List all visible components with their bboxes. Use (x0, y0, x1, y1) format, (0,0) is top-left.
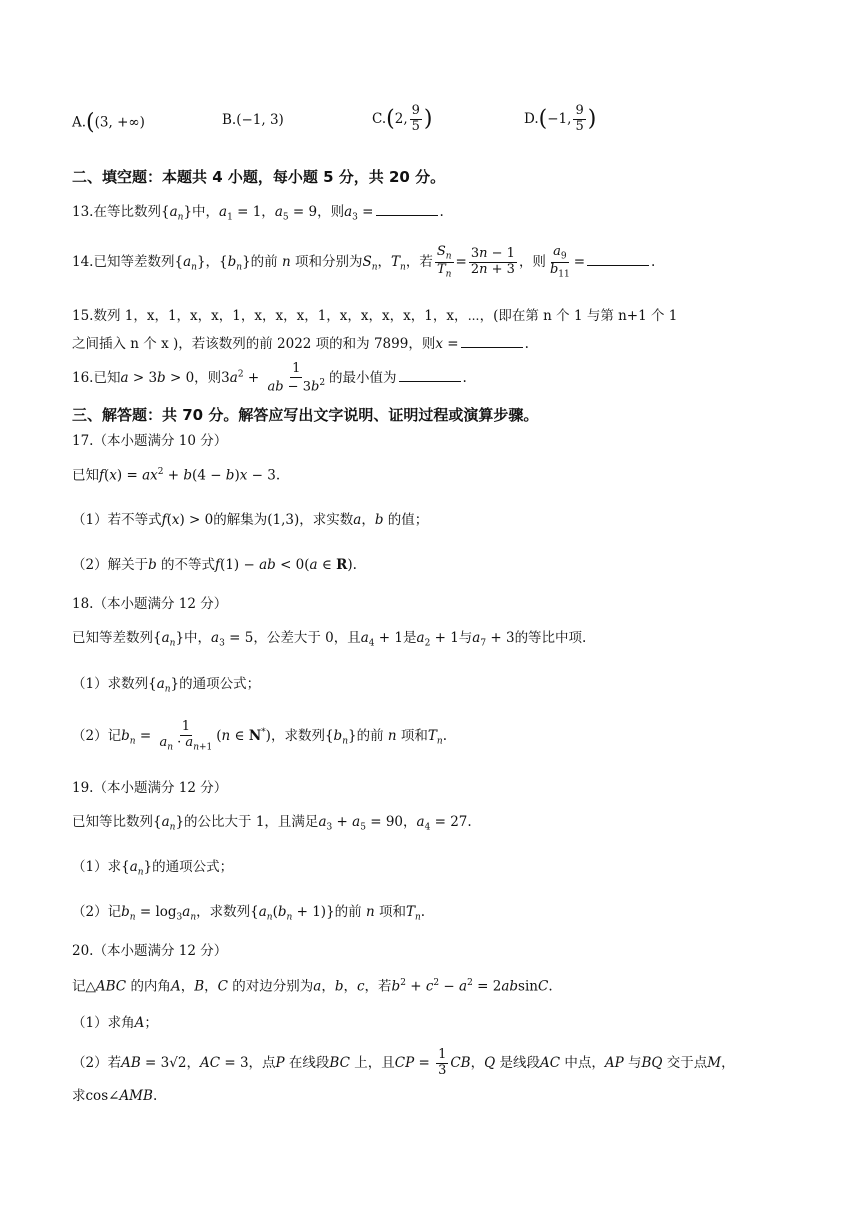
choice-c-num: 9 (411, 103, 420, 118)
choice-a: A.((3, +∞) (72, 110, 145, 135)
q19-stem: 已知等比数列$\{a_n\}$的公比大于 1，且满足$a_3 + a_5 = 90$，$a_4 = 27$. (72, 814, 472, 833)
q20-p2-c: 在线段 (288, 1054, 330, 1071)
choice-c-den: 5 (411, 118, 420, 134)
q17-p1-d: 的值； (387, 512, 429, 528)
q18-p1-b: 的通项公式； (179, 676, 261, 692)
q20-part1: （1）求角A； (72, 1015, 158, 1031)
q19-header: 19.（本小题满分 12 分） (72, 780, 228, 796)
q20-p2-h: 交于点 (666, 1054, 708, 1071)
q20-part2: （2）若AB = 3√2，AC = 3，点P 在线段BC 上，且CP = $\frac{1}{3}$ CB，Q 是线段AC 中点，AP 与BQ 交于点M， (72, 1047, 735, 1078)
question-16: 16.已知a > 3b > 0，则$3a^2$ + $\frac{1}{ab - 3b^2}$ 的最小值为 . (72, 361, 467, 395)
choice-c-pre: 2, (394, 110, 408, 127)
choice-b-expr: (−1, 3) (236, 112, 284, 128)
q18-stem-d: 是 (403, 630, 417, 646)
choice-b (222, 112, 284, 128)
q16-text-b: ，则 (194, 370, 222, 387)
section-3-heading: 三、解答题：共 70 分。解答应写出文字说明、证明过程或演算步骤。 (72, 406, 539, 424)
choice-c: C.(2, $\frac{9}{5}$ ) (372, 103, 433, 134)
answer-blank[interactable] (376, 215, 438, 216)
q18-p2-b: ，求数列 (270, 727, 325, 744)
q20-p2-a: （2）若 (72, 1054, 122, 1071)
choice-b-label: B. (222, 112, 237, 128)
q17-part1: （1）若不等式f(x) > 0的解集为(1,3)，求实数a，b 的值； (72, 512, 429, 528)
q14-text-a: 14.已知等差数列 (72, 253, 175, 270)
q19-p1-b: 的通项公式； (152, 859, 234, 875)
q17-p2-a: （2）解关于 (72, 557, 149, 573)
q19-p2-d: 项和 (378, 904, 406, 920)
q13-text-c: ，则 (317, 204, 345, 220)
q17-p1-b: 的解集为 (213, 512, 268, 528)
q19-p2-c: 的前 (334, 904, 362, 920)
q20-p2-d: 上，且 (354, 1054, 395, 1071)
q18-part1: （1）求数列$\{a_n\}$的通项公式； (72, 676, 261, 695)
q18-p2-d: 项和 (400, 727, 428, 744)
q20-p2-b: ，点 (248, 1054, 276, 1071)
q15-text-a: 之间插入 n 个 x )，若该数列的前 2022 项的和为 7899，则 (72, 336, 436, 352)
q18-p2-c: 的前 (356, 727, 384, 744)
q15-text-b: . (524, 336, 529, 352)
q20-p2-i: 求 (72, 1088, 86, 1104)
question-15-line1: 15.数列 1，x，1，x，x，1，x，x，x，1，x，x，x，x，1，x，⋯，(即在第 n 个 1 与第 n+1 个 1 (72, 308, 678, 324)
q20-p2-g: 与 (628, 1054, 642, 1071)
q19-stem-c: ， (403, 814, 417, 830)
q20-part2-cont: 求cos∠AMB. (72, 1088, 158, 1104)
q13-text-a: 13.在等比数列 (72, 204, 161, 220)
q20-header: 20.（本小题满分 12 分） (72, 943, 228, 959)
q20-p2-f: 中点， (564, 1054, 605, 1071)
q13-text-b: 中， (192, 204, 220, 220)
choice-d-num: 9 (575, 103, 584, 118)
q18-p1-a: （1）求数列 (72, 676, 149, 692)
q17-stem: 已知$f(x) = ax^2 + b(4 - b)x - 3$. (72, 467, 281, 484)
choice-d-label: D. (524, 110, 539, 127)
q17-p1-c: ，求实数 (299, 512, 354, 528)
choice-a-label: A. (72, 114, 87, 131)
choice-d: D.(−1, $\frac{9}{5}$ ) (524, 103, 597, 134)
q14-text-e: ，则 (518, 253, 546, 270)
question-14: 14.已知等差数列$\{a_n\}$，$\{b_n\}$的前 n 项和分别为$S_n$，$T_n$，若 $\frac{S_n}{T_n}$ = $\frac{3n - 1}{2n + 3}$ ，则 $\frac{a_9}{b_{11}}$ = . (72, 244, 656, 280)
q17-header: 17.（本小题满分 10 分） (72, 433, 228, 449)
q17-stem-a: 已知 (72, 467, 99, 484)
q19-p2-b: ，求数列 (196, 904, 251, 920)
choice-a-expr: (3, +∞) (94, 114, 145, 131)
q20-stem: 记△ABC 的内角A，B，C 的对边分别为a，b，c，若$b^2 + c^2 - a^2 = 2absinC$. (72, 978, 553, 995)
q18-header: 18.（本小题满分 12 分） (72, 596, 228, 612)
q19-part2: （2）记$b_n = \log_3a_n$，求数列$\{a_n(b_n + 1)\}$的前 n 项和$T_n$. (72, 904, 426, 923)
choice-c-label: C. (372, 110, 387, 127)
q14-text-d: ，若 (405, 253, 433, 270)
q18-stem-b: 中， (184, 630, 212, 646)
question-15-line2: 之间插入 n 个 x )，若该数列的前 2022 项的和为 7899，则x = . (72, 336, 529, 352)
q14-text-f: . (651, 253, 656, 270)
q20-stem-d: ，若 (364, 978, 392, 995)
q18-stem-e: 与 (458, 630, 473, 646)
q19-p1-a: （1）求 (72, 859, 122, 875)
q17-p1-a: （1）若不等式 (72, 512, 162, 528)
q20-stem-a: 记△ (72, 978, 96, 995)
answer-blank[interactable] (399, 381, 461, 382)
q19-stem-a: 已知等比数列 (72, 814, 153, 830)
q20-p1: （1）求角 (72, 1015, 135, 1031)
q16-text-d: . (462, 370, 467, 387)
answer-blank[interactable] (587, 265, 649, 266)
section-2-heading: 二、填空题：本题共 4 小题，每小题 5 分，共 20 分。 (72, 168, 446, 186)
q14-text-b: 的前 (250, 253, 278, 270)
q19-stem-b: 的公比大于 1，且满足 (184, 814, 319, 830)
q20-p2-e: 是线段 (499, 1054, 540, 1071)
q17-p2-b: 的不等式 (161, 557, 216, 573)
answer-blank[interactable] (461, 347, 523, 348)
choice-d-pre: −1, (547, 110, 572, 127)
q18-stem-a: 已知等差数列 (72, 630, 153, 646)
q19-p2-a: （2）记 (72, 904, 122, 920)
q18-part2: （2）记$b_n$ = $\frac{1}{a_n \cdot a_{n+1}}$ (n ∈ N*)，求数列$\{b_n\}$的前 n 项和$T_n$. (72, 719, 447, 753)
q13-text-d: . (439, 204, 444, 220)
q18-p2-a: （2）记 (72, 727, 122, 744)
q18-stem: 已知等差数列$\{a_n\}$中，$a_3 = 5$，公差大于 0，且$a_4 + 1$是$a_2 + 1$与$a_7 + 3$的等比中项. (72, 630, 587, 649)
q19-part1: （1）求$\{a_n\}$的通项公式； (72, 859, 234, 878)
q18-stem-c: ，公差大于 0，且 (253, 630, 361, 646)
q20-stem-c: 的对边分别为 (232, 978, 314, 995)
q20-stem-b: 的内角 (130, 978, 171, 995)
q16-text-a: 16.已知 (72, 370, 121, 387)
choice-d-den: 5 (575, 118, 584, 134)
q16-text-c: 的最小值为 (329, 370, 397, 387)
q17-part2: （2）解关于b 的不等式f(1) − ab < 0(a ∈ R). (72, 557, 357, 573)
q18-stem-f: 的等比中项. (514, 630, 587, 646)
question-13: 13.在等比数列$\{a_n\}$中，$a_1 = 1$，$a_5 = 9$，则$a_3$ = . (72, 204, 444, 223)
q14-text-c: 项和分别为 (294, 253, 363, 270)
